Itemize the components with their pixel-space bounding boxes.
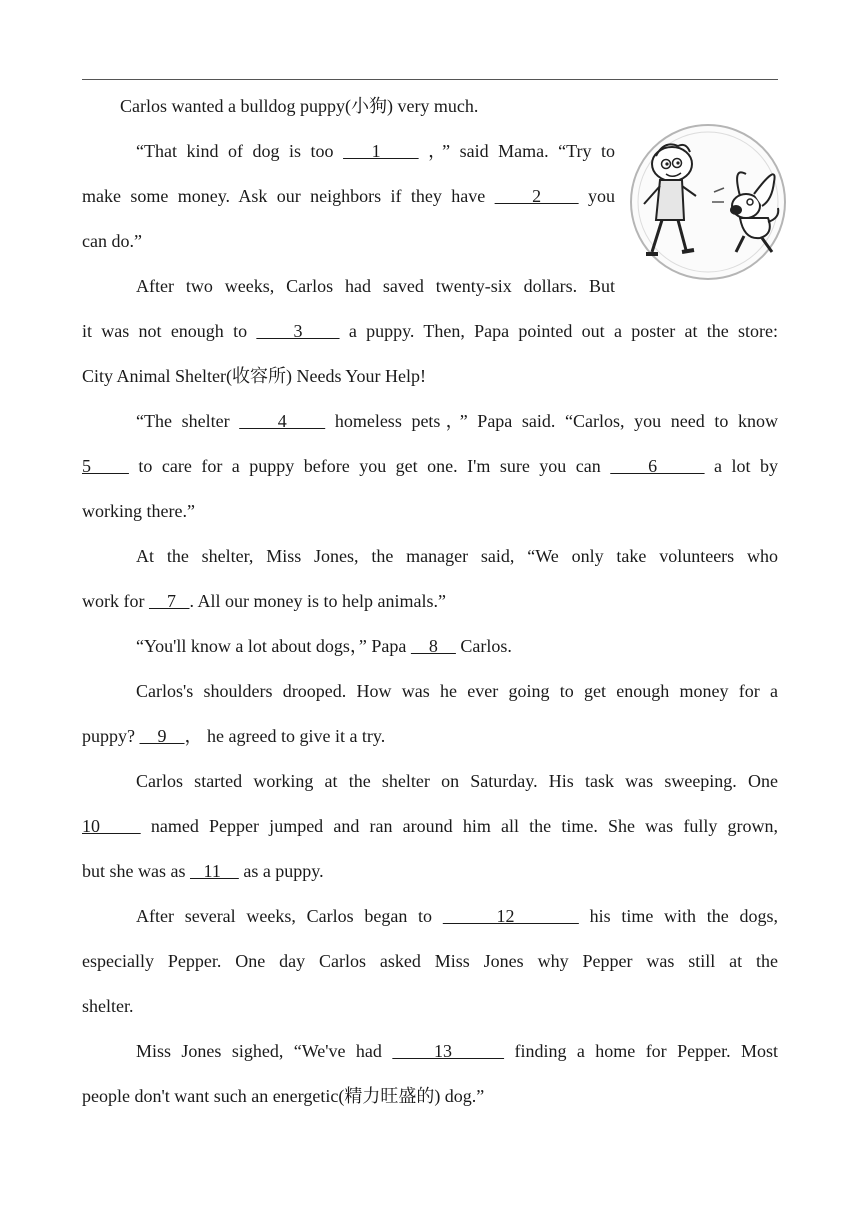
passage-line xyxy=(82,185,615,207)
passage-text: “The shelter xyxy=(136,411,240,431)
passage-line xyxy=(136,905,778,927)
passage-text: ，” said Mama. “Try to xyxy=(418,141,615,161)
passage-text: Carlos wanted a bulldog puppy(小狗) very much. xyxy=(120,96,479,116)
passage-text: “That kind of dog is too xyxy=(136,141,344,161)
passage-line xyxy=(136,140,615,162)
passage-line xyxy=(82,1085,778,1107)
passage-text: working there.” xyxy=(82,501,195,521)
passage-text: After several weeks, Carlos began to xyxy=(136,906,443,926)
answer-blank[interactable]: 9 xyxy=(139,726,185,746)
passage-line xyxy=(136,635,778,657)
answer-blank[interactable]: 4 xyxy=(239,411,326,431)
passage-text: a lot by xyxy=(704,456,779,476)
passage-line xyxy=(82,815,778,837)
passage-line xyxy=(120,95,778,117)
passage-line xyxy=(82,320,778,342)
answer-blank[interactable]: 5 xyxy=(82,456,129,476)
answer-blank[interactable]: 13 xyxy=(392,1041,505,1061)
passage-text: finding a home for Pepper. Most xyxy=(504,1041,779,1061)
passage-text: Carlos started working at the shelter on Saturday. His task was sweeping. One xyxy=(136,771,778,791)
answer-blank[interactable]: 10 xyxy=(82,816,141,836)
passage-text: named Pepper jumped and ran around him all the time. She was fully grown, xyxy=(140,816,779,836)
passage-line xyxy=(136,1040,778,1062)
passage-text: “You'll know a lot about dogs，” Papa xyxy=(136,636,411,656)
passage-text: work for xyxy=(82,591,149,611)
passage-line xyxy=(136,680,778,702)
passage-text: puppy? xyxy=(82,726,140,746)
passage-text: At the shelter, Miss Jones, the manager said, “We only take volunteers who xyxy=(136,546,778,566)
answer-blank[interactable]: 11 xyxy=(189,861,239,881)
passage-line xyxy=(82,725,778,747)
answer-blank[interactable]: 3 xyxy=(256,321,340,341)
passage-text: especially Pepper. One day Carlos asked Miss Jones why Pepper was still at the xyxy=(82,951,778,971)
answer-blank[interactable]: 6 xyxy=(610,456,705,476)
passage-text: a puppy. Then, Papa pointed out a poster at the store: xyxy=(339,321,778,341)
passage-line xyxy=(136,770,778,792)
answer-blank[interactable]: 8 xyxy=(410,636,456,656)
passage-text: Carlos's shoulders drooped. How was he ever going to get enough money for a xyxy=(136,681,778,701)
passage-text: his time with the dogs, xyxy=(578,906,778,926)
passage-text: but she was as xyxy=(82,861,190,881)
passage-text: ， he agreed to give it a try. xyxy=(184,726,386,746)
passage-text: shelter. xyxy=(82,996,134,1016)
passage-text: Carlos. xyxy=(455,636,512,656)
passage-text: . All our money is to help animals.” xyxy=(189,591,446,611)
passage-text: you xyxy=(578,186,615,206)
passage-line xyxy=(136,545,778,567)
boy-and-dog-illustration xyxy=(628,122,788,282)
passage-line xyxy=(136,410,778,432)
passage-line xyxy=(136,275,615,297)
passage-text: Miss Jones sighed, “We've had xyxy=(136,1041,393,1061)
passage-text: City Animal Shelter(收容所) Needs Your Help! xyxy=(82,366,426,386)
passage-line xyxy=(82,995,778,1017)
passage-text: After two weeks, Carlos had saved twenty-six dollars. But xyxy=(136,276,615,296)
passage-text: homeless pets，” Papa said. “Carlos, you need to know xyxy=(325,411,778,431)
answer-blank[interactable]: 1 xyxy=(343,141,419,161)
passage-line xyxy=(82,365,778,387)
header-rule xyxy=(82,79,778,80)
passage-text: to care for a puppy before you get one. I'm sure you can xyxy=(128,456,611,476)
passage-line xyxy=(82,455,778,477)
passage-line xyxy=(82,590,778,612)
answer-blank[interactable]: 2 xyxy=(494,186,579,206)
passage-text: make some money. Ask our neighbors if they have xyxy=(82,186,495,206)
passage-line xyxy=(82,950,778,972)
answer-blank[interactable]: 7 xyxy=(148,591,190,611)
passage-line xyxy=(82,860,778,882)
answer-blank[interactable]: 12 xyxy=(442,906,579,926)
passage-text: people don't want such an energetic(精力旺盛的) dog.” xyxy=(82,1086,485,1106)
passage-line xyxy=(82,500,778,522)
passage-text: as a puppy. xyxy=(238,861,324,881)
passage-text: can do.” xyxy=(82,231,142,251)
passage-text: it was not enough to xyxy=(82,321,257,341)
